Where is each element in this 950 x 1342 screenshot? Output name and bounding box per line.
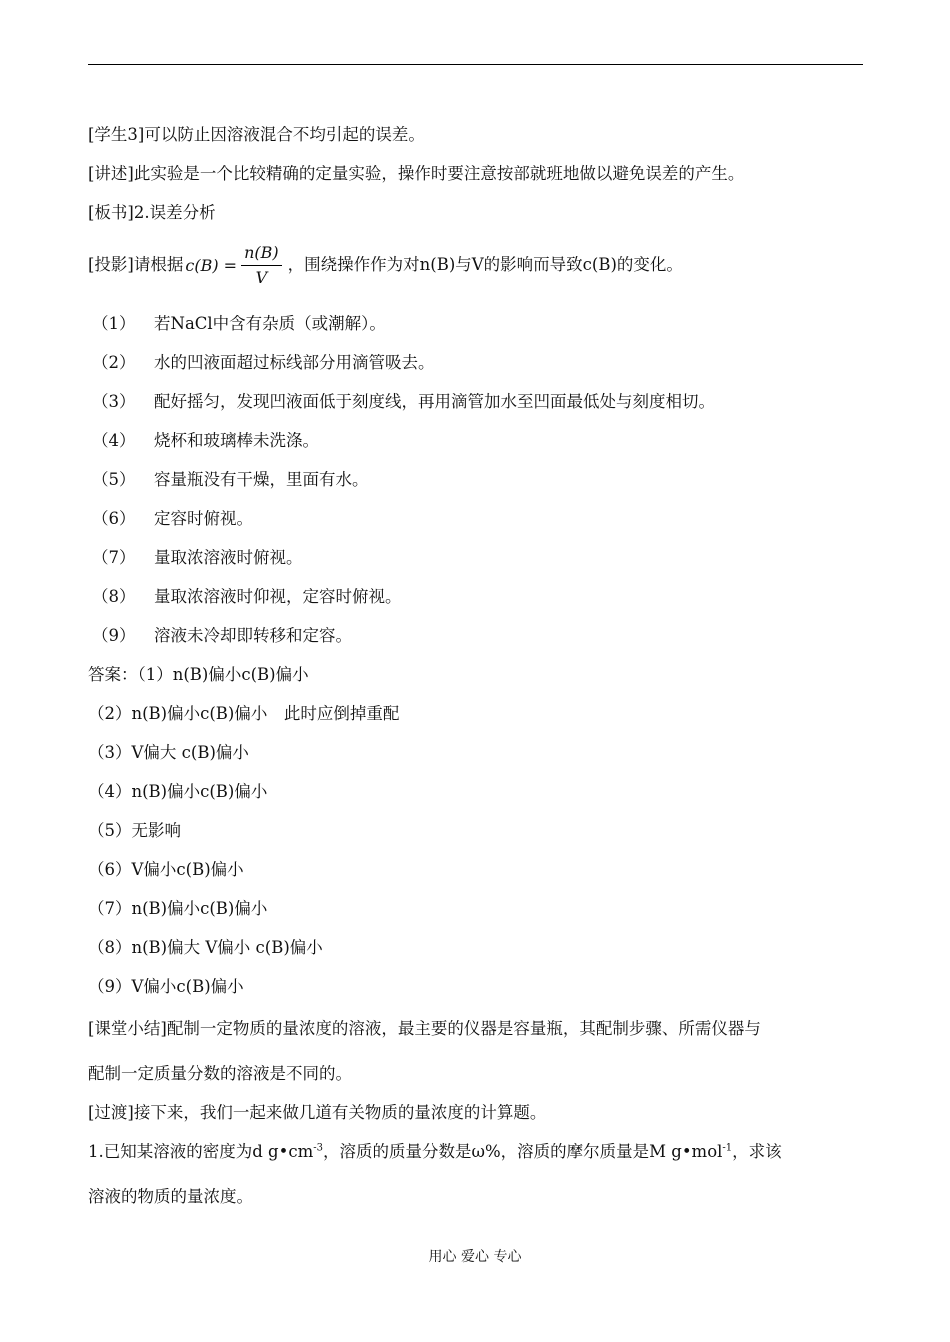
paragraph-board: [板书]2.误差分析	[88, 203, 216, 222]
item-text: 量取浓溶液时俯视。	[154, 548, 303, 567]
item-number: （6）	[92, 509, 136, 528]
item-text: 量取浓溶液时仰视，定容时俯视。	[154, 587, 402, 606]
item-number: （3）	[92, 392, 136, 411]
summary-line-2: 配制一定质量分数的溶液是不同的。	[88, 1064, 352, 1083]
item-number: （4）	[92, 431, 136, 450]
item-number: （8）	[92, 587, 136, 606]
answer-line: （2）n(B)偏小c(B)偏小 此时应倒掉重配	[88, 704, 400, 723]
formula-denominator: V	[255, 268, 268, 288]
superscript: -3	[313, 1142, 323, 1154]
page-footer: 用心 爱心 专心	[428, 1249, 522, 1265]
transition-line: [过渡]接下来，我们一起来做几道有关物质的量浓度的计算题。	[88, 1103, 547, 1122]
item-text: 若NaCl中含有杂质（或潮解）。	[154, 314, 386, 333]
paragraph-student3: [学生3]可以防止因溶液混合不均引起的误差。	[88, 125, 425, 144]
item-text: 烧杯和玻璃棒未洗涤。	[154, 431, 319, 450]
answer-line: 答案：（1）n(B)偏小c(B)偏小	[88, 665, 309, 684]
item-text: 容量瓶没有干燥，里面有水。	[154, 470, 369, 489]
item-number: （9）	[92, 626, 136, 645]
question-text: ，溶质的质量分数是ω%，溶质的摩尔质量是M g•mol	[322, 1142, 723, 1161]
paragraph-projection	[88, 241, 683, 290]
list-item	[92, 469, 369, 491]
list-item	[92, 313, 386, 335]
list-item	[92, 508, 253, 530]
formula-numerator: n(B)	[241, 243, 282, 266]
projection-rest: ，围绕操作作为对n(B)与V的影响而导致c(B)的变化。	[287, 255, 683, 274]
list-item	[92, 586, 402, 608]
question-text: 1.已知某溶液的密度为d g•cm	[88, 1142, 314, 1161]
question-1-line-1	[88, 1141, 782, 1163]
list-item	[92, 625, 352, 647]
item-text: 配好摇匀，发现凹液面低于刻度线，再用滴管加水至凹面最低处与刻度相切。	[154, 392, 715, 411]
projection-intro: [投影]请根据	[88, 255, 184, 274]
answer-line: （5）无影响	[88, 821, 181, 840]
formula-fraction	[241, 243, 282, 288]
answer-line: （6）V偏小c(B)偏小	[88, 860, 244, 879]
list-item	[92, 352, 435, 374]
answer-line: （9）V偏小c(B)偏小	[88, 977, 244, 996]
item-text: 水的凹液面超过标线部分用滴管吸去。	[154, 353, 435, 372]
question-1-line-2: 溶液的物质的量浓度。	[88, 1187, 253, 1206]
answer-line: （7）n(B)偏小c(B)偏小	[88, 899, 268, 918]
concentration-formula	[185, 241, 281, 290]
item-text: 溶液未冷却即转移和定容。	[154, 626, 352, 645]
list-item	[92, 547, 303, 569]
question-text: ，求该	[732, 1142, 782, 1161]
header-rule	[88, 64, 863, 65]
answer-line: （3）V偏大 c(B)偏小	[88, 743, 249, 762]
summary-line-1: [课堂小结]配制一定物质的量浓度的溶液，最主要的仪器是容量瓶，其配制步骤、所需仪器与	[88, 1019, 761, 1038]
item-number: （5）	[92, 470, 136, 489]
formula-lhs: c(B) =	[185, 255, 238, 275]
answer-line: （4）n(B)偏小c(B)偏小	[88, 782, 268, 801]
item-text: 定容时俯视。	[154, 509, 253, 528]
superscript: -1	[722, 1142, 733, 1154]
answer-line: （8）n(B)偏大 V偏小 c(B)偏小	[88, 938, 323, 957]
item-number: （2）	[92, 353, 136, 372]
item-number: （7）	[92, 548, 136, 567]
paragraph-lecture: [讲述]此实验是一个比较精确的定量实验，操作时要注意按部就班地做以避免误差的产生。	[88, 164, 745, 183]
list-item	[92, 430, 319, 452]
list-item	[92, 391, 715, 413]
item-number: （1）	[92, 314, 136, 333]
